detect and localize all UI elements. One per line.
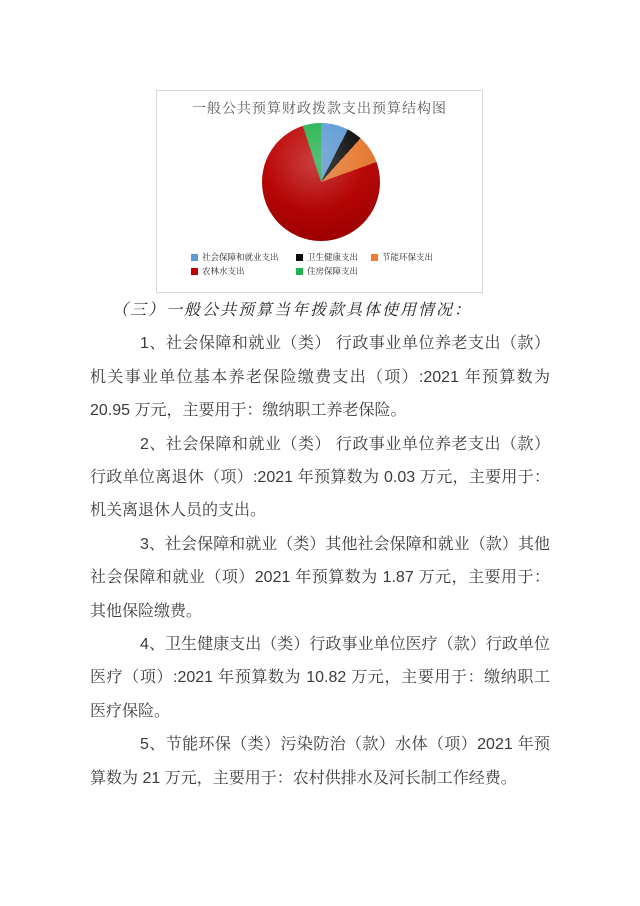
legend-swatch-green xyxy=(296,268,303,275)
legend-label: 卫生健康支出 xyxy=(307,252,359,262)
paragraph-3: 3、社会保障和就业（类）其他社会保障和就业（款）其他社会保障和就业（项）2021 年预算数为 1.87 万元，主要用于：其他保险缴费。 xyxy=(90,535,550,620)
chart-title: 一般公共预算财政拨款支出预算结构图 xyxy=(192,100,447,116)
legend-label: 节能环保支出 xyxy=(382,252,434,262)
legend-item-agriculture xyxy=(191,265,245,277)
paragraph-1: 1、社会保障和就业（类） 行政事业单位养老支出（款） 机关事业单位基本养老保险缴费支出（项）:2021 年预算数为 20.95 万元，主要用于：缴纳职工养老保险。 xyxy=(90,335,550,420)
paragraph-4: 4、卫生健康支出（类）行政事业单位医疗（款）行政单位医疗（项）:2021 年预算数为 10.82 万元，主要用于：缴纳职工医疗保险。 xyxy=(90,636,550,720)
legend-item-health xyxy=(296,251,358,263)
legend-label: 社会保障和就业支出 xyxy=(202,252,279,262)
legend-item-environment xyxy=(371,251,433,263)
pie-chart xyxy=(262,123,380,241)
legend-swatch-orange xyxy=(371,254,378,261)
legend-swatch-blue xyxy=(191,254,198,261)
legend-item-housing xyxy=(296,265,358,277)
budget-structure-chart xyxy=(156,90,483,293)
legend-label: 农林水支出 xyxy=(202,266,245,276)
legend-swatch-red xyxy=(191,268,198,275)
legend-swatch-black xyxy=(296,254,303,261)
paragraph-5: 5、节能环保（类）污染防治（款）水体（项）2021 年预算数为 21 万元，主要用于：农村供排水及河长制工作经费。 xyxy=(90,736,550,787)
section-heading: （三）一般公共预算当年拨款具体使用情况： xyxy=(112,302,473,319)
legend-label: 住房保障支出 xyxy=(307,266,359,276)
document-body xyxy=(90,294,550,795)
legend-item-social-security xyxy=(191,251,279,263)
paragraph-2: 2、社会保障和就业（类） 行政事业单位养老支出（款） 行政单位离退休（项）:2021 年预算数为 0.03 万元，主要用于：机关离退休人员的支出。 xyxy=(90,435,550,520)
